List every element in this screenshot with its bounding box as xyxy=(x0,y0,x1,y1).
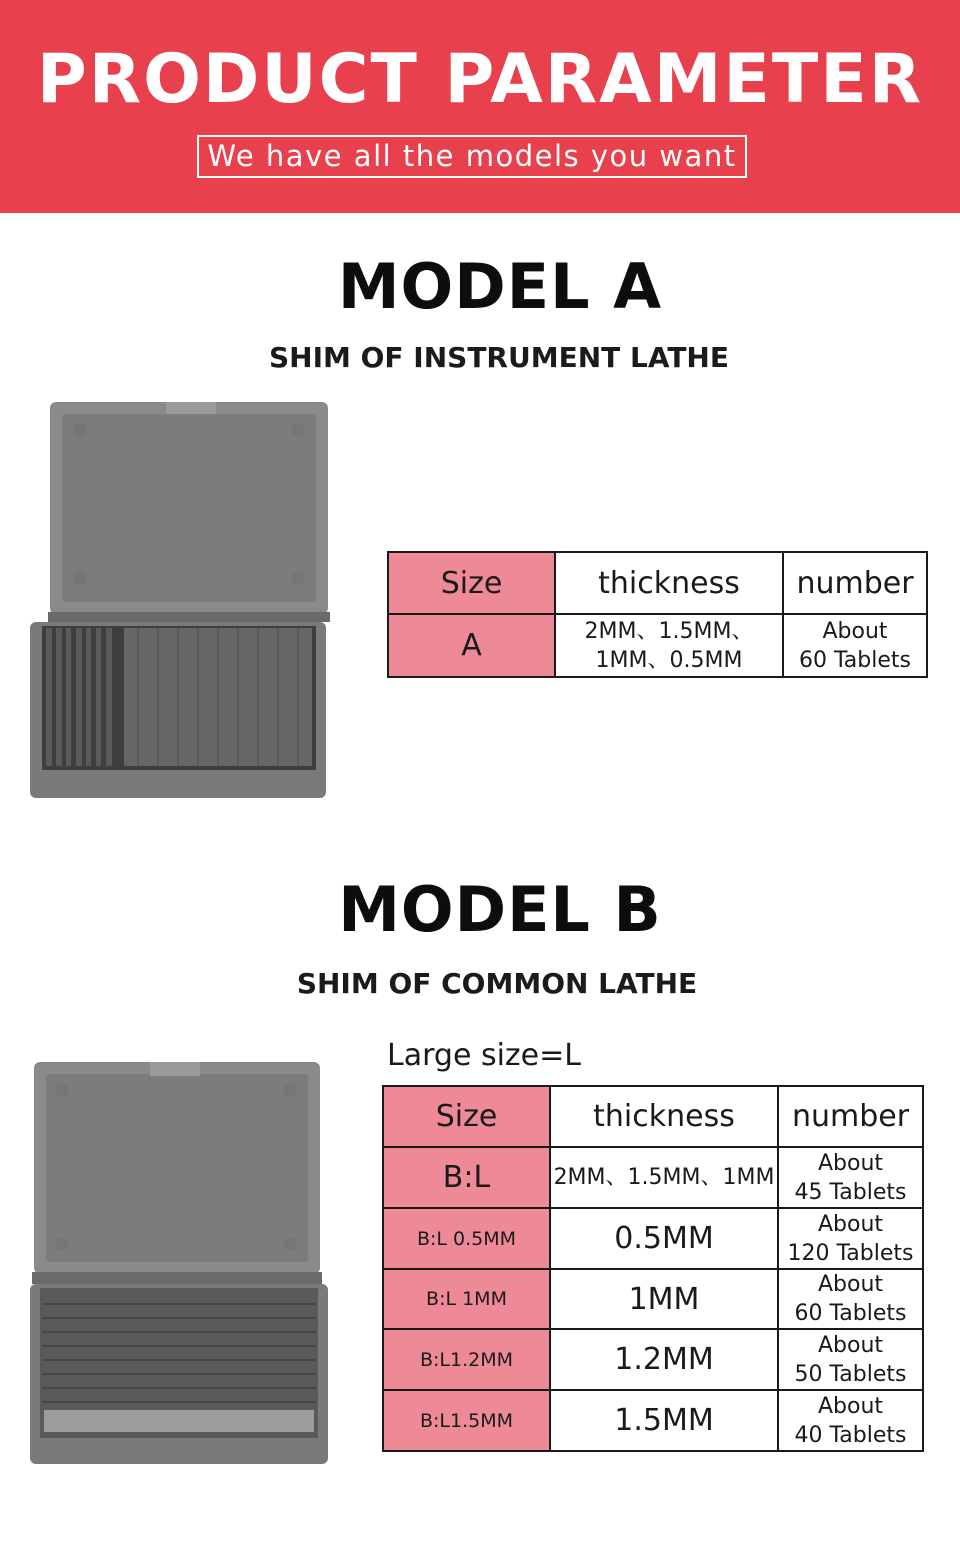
size-cell: B:L xyxy=(383,1147,550,1208)
model-a-spec-table xyxy=(387,551,928,678)
size-header: Size xyxy=(388,552,555,614)
table-header-row xyxy=(388,552,927,614)
banner-title: PRODUCT PARAMETER xyxy=(36,40,924,119)
table-row xyxy=(383,1390,923,1451)
thickness-cell: 2MM、1.5MM、1MM xyxy=(550,1147,778,1208)
number-cell: About 45 Tablets xyxy=(778,1147,923,1208)
model-a-subtitle: SHIM OF INSTRUMENT LATHE xyxy=(269,341,729,374)
model-a-title: MODEL A xyxy=(337,250,663,323)
thickness-header: thickness xyxy=(555,552,783,614)
banner-subtitle: We have all the models you want xyxy=(197,135,747,178)
table-row xyxy=(383,1329,923,1390)
thickness-cell: 2MM、1.5MM、 1MM、0.5MM xyxy=(555,614,783,677)
size-cell: B:L1.5MM xyxy=(383,1390,550,1451)
model-b-subtitle: SHIM OF COMMON LATHE xyxy=(296,967,698,1000)
table-row xyxy=(383,1147,923,1208)
shim-box-b-image xyxy=(28,1060,333,1468)
table-row xyxy=(383,1269,923,1329)
number-cell: About 120 Tablets xyxy=(778,1208,923,1269)
number-cell: About 40 Tablets xyxy=(778,1390,923,1451)
table-row xyxy=(383,1208,923,1269)
thickness-header: thickness xyxy=(550,1086,778,1147)
table-header-row xyxy=(383,1086,923,1147)
size-cell: B:L 1MM xyxy=(383,1269,550,1329)
table-row xyxy=(388,614,927,677)
thickness-cell: 0.5MM xyxy=(550,1208,778,1269)
number-cell: About 60 Tablets xyxy=(783,614,927,677)
large-size-label: Large size=L xyxy=(387,1038,581,1073)
size-cell: A xyxy=(388,614,555,677)
number-cell: About 60 Tablets xyxy=(778,1269,923,1329)
thickness-cell: 1.5MM xyxy=(550,1390,778,1451)
number-header: number xyxy=(778,1086,923,1147)
model-b-spec-table xyxy=(382,1085,924,1452)
thickness-cell: 1.2MM xyxy=(550,1329,778,1390)
number-cell: About 50 Tablets xyxy=(778,1329,923,1390)
size-cell: B:L 0.5MM xyxy=(383,1208,550,1269)
thickness-cell: 1MM xyxy=(550,1269,778,1329)
size-cell: B:L1.2MM xyxy=(383,1329,550,1390)
shim-box-a-image xyxy=(28,400,333,800)
model-b-title: MODEL B xyxy=(338,873,662,946)
header-banner xyxy=(0,0,960,213)
number-header: number xyxy=(783,552,927,614)
size-header: Size xyxy=(383,1086,550,1147)
